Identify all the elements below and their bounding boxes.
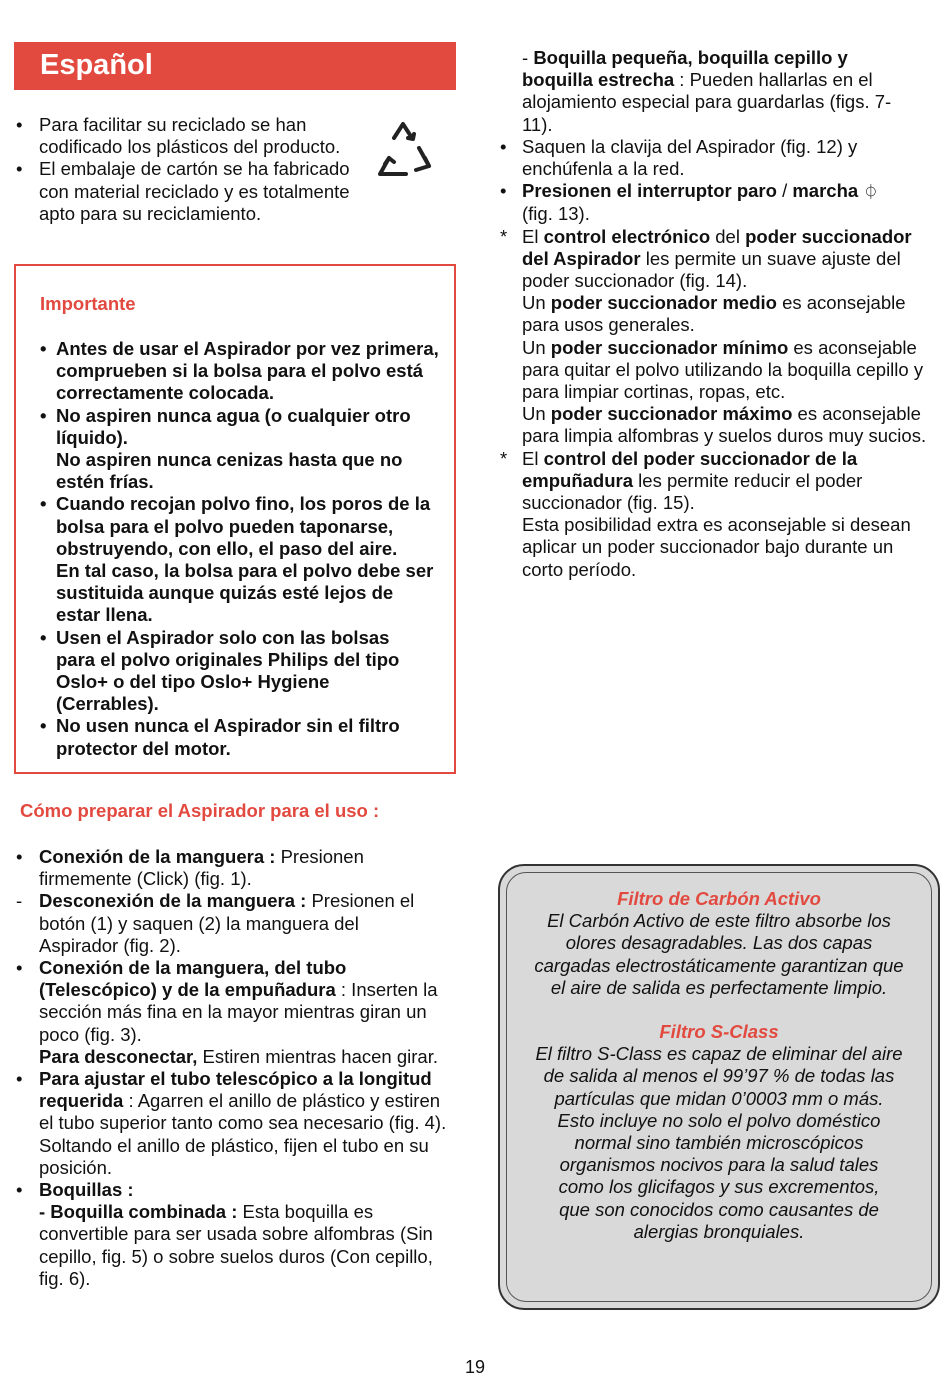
list-item: • Presionen el interruptor paro / marcha ⏀ (fig. 13). [500, 180, 879, 225]
list-item: • Conexión de la manguera : Presionen firmemente (Click) (fig. 1). [16, 846, 364, 890]
list-item: • Cuando recojan polvo fino, los poros de la bolsa para el polvo pueden taponarse, obstruyendo, con ello, el paso del aire. En tal caso, la bolsa para el polvo debe ser sustituida aunque quizás esté lejos de estar llena. [40, 493, 434, 626]
sclass-filter-title: Filtro S-Class [659, 1021, 779, 1043]
important-box [14, 264, 456, 774]
section-title-bar [14, 42, 456, 90]
filter-info-box [498, 864, 940, 1310]
prepare-heading: Cómo preparar el Aspirador para el uso : [20, 800, 380, 821]
list-item: • Antes de usar el Aspirador por vez primera, comprueben si la bolsa para el polvo está correctamente colocada. [40, 338, 439, 404]
page-number: 19 [464, 1357, 486, 1377]
list-item: - Desconexión de la manguera : Presionen el botón (1) y saquen (2) la manguera del Aspirador (fig. 2). [16, 890, 415, 956]
intro-list [14, 114, 384, 225]
sclass-filter-text: El filtro S-Class es capaz de eliminar del aire de salida al menos el 99’97 % de todas las partículas que midan 0’0003 mm o más. [535, 1043, 903, 1109]
page-title: Español [40, 49, 153, 81]
list-item: • No usen nunca el Aspirador sin el filtro protector del motor. [40, 715, 400, 759]
sclass-filter-text-2: Esto incluye no solo el polvo doméstico normal sino también microscópicos organismos nocivos para la salud tales como los glicifagos y sus excrementos, que son conocidos como causantes de alergias bronquiales. [557, 1109, 881, 1242]
list-item: • Para ajustar el tubo telescópico a la longitud requerida : Agarren el anillo de plástico y estiren el tubo superior tanto como sea necesario (fig. 4). Soltando el anillo de plástico, fijen el tubo en su posición. [16, 1068, 447, 1178]
recycle-icon [372, 120, 434, 182]
important-title: Importante [40, 293, 136, 314]
list-item: • Usen el Aspirador solo con las bolsas para el polvo originales Philips del tipo Oslo+ o del tipo Oslo+ Hygiene (Cerrables). [40, 626, 400, 715]
power-symbol-icon: ⏀ [863, 183, 879, 202]
list-item: • Conexión de la manguera, del tubo (Telescópico) y de la empuñadura : Inserten la sección más fina en la mayor mientras giran un poco (fig. 3). Para desconectar, Estiren mientras hacen girar. [16, 957, 438, 1067]
list-item: * El control del poder succionador de la empuñadura les permite reducir el poder succionador (fig. 15). Esta posibilidad extra es aconsejable si desean aplicar un poder succionador bajo durante un corto período. [500, 447, 911, 580]
list-item: • Para facilitar su reciclado se han codificado los plásticos del producto. [16, 114, 341, 158]
carbon-filter-title: Filtro de Carbón Activo [617, 888, 821, 909]
list-item: • No aspiren nunca agua (o cualquier otro líquido). No aspiren nunca cenizas hasta que no estén frías. [40, 404, 411, 493]
right-column [496, 47, 941, 581]
list-item: • El embalaje de cartón se ha fabricado con material reciclado y es totalmente apto para su reciclamiento. [16, 158, 350, 224]
list-item: • Boquillas : - Boquilla combinada : Esta boquilla es convertible para ser usada sobre alfombras (Sin cepillo, fig. 5) o sobre suelos duros (Con cepillo, fig. 6). [16, 1179, 433, 1289]
carbon-filter-text: El Carbón Activo de este filtro absorbe los olores desagradables. Las dos capas cargadas electrostáticamente garantizan que el aire de salida es perfectamente limpio. [534, 910, 904, 998]
list-item: - Boquilla pequeña, boquilla cepillo y boquilla estrecha : Pueden hallarlas en el alojamiento especial para guardarlas (figs. 7-11). [522, 47, 892, 135]
list-item: • Saquen la clavija del Aspirador (fig. 12) y enchúfenla a la red. [500, 135, 858, 180]
list-item: * El control electrónico del poder succionador del Aspirador les permite un suave ajuste del poder succionador (fig. 14). Un poder succionador medio es aconsejable para usos generales. Un poder succionador mínimo es aconsejable para quitar el polvo utilizando la boquilla cepillo y para limpiar cortinas, ropas, etc. Un poder succionador máximo es aconsejable para limpia alfombras y suelos duros muy sucios. [500, 225, 927, 447]
prepare-list [14, 846, 462, 1290]
important-list [40, 338, 440, 760]
